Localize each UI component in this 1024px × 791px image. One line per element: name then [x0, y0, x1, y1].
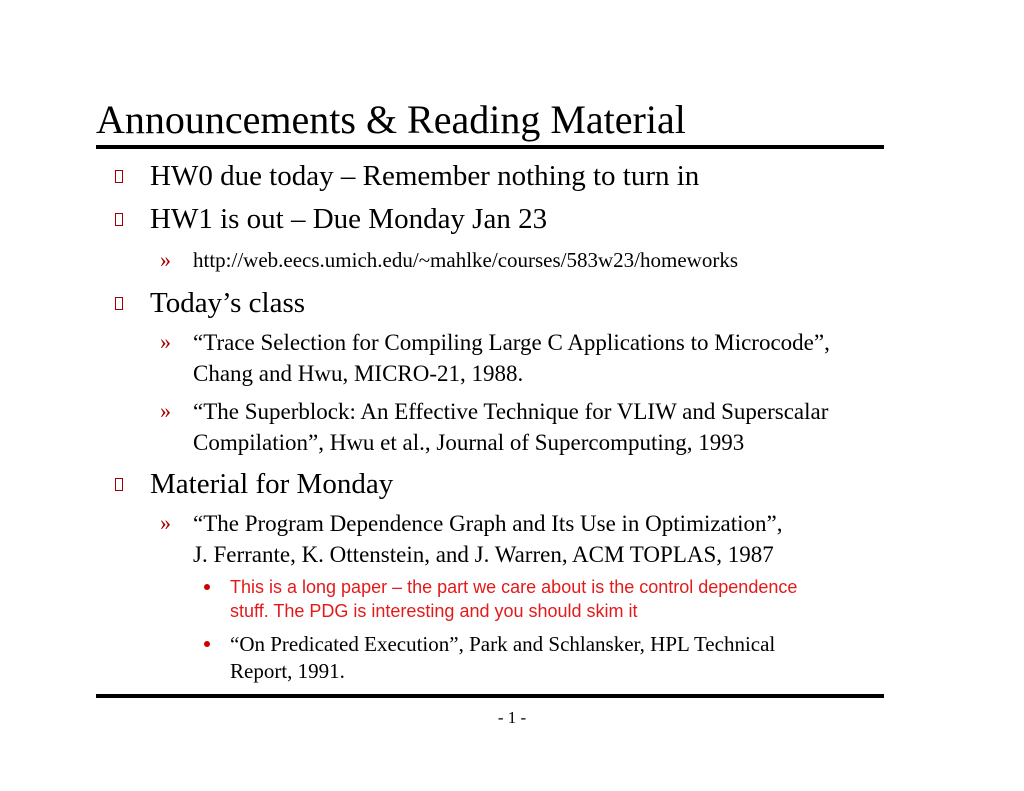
reading-pdg-line1: “The Program Dependence Graph and Its Use in Optimization”,	[193, 511, 783, 536]
dot-bullet-icon	[204, 584, 210, 590]
bullet-todays-class: Today’s class	[150, 287, 306, 319]
sub-bullet-marker: »	[160, 510, 171, 535]
reading-predicated-line2: Report, 1991.	[230, 659, 345, 683]
square-bullet-icon	[115, 297, 123, 310]
square-bullet-icon	[115, 478, 123, 491]
reading-pdg-line2: J. Ferrante, K. Ottenstein, and J. Warren, ACM TOPLAS, 1987	[193, 542, 774, 567]
reading-predicated-line1: “On Predicated Execution”, Park and Schlansker, HPL Technical	[230, 632, 776, 656]
bullet-hw1: HW1 is out – Due Monday Jan 23	[150, 203, 548, 235]
note-pdg-line2: stuff. The PDG is interesting and you should skim it	[230, 601, 638, 621]
sub-bullet-marker: »	[160, 329, 171, 354]
square-bullet-icon	[115, 170, 123, 183]
note-pdg-line1: This is a long paper – the part we care about is the control dependence	[230, 577, 798, 597]
reading-superblock-line2: Compilation”, Hwu et al., Journal of Supercomputing, 1993	[193, 430, 745, 455]
dot-bullet-icon	[204, 641, 210, 647]
reading-trace-selection-line1: “Trace Selection for Compiling Large C Applications to Microcode”,	[193, 330, 830, 355]
reading-superblock-line1: “The Superblock: An Effective Technique for VLIW and Superscalar	[193, 399, 829, 424]
bullet-material-monday: Material for Monday	[150, 468, 394, 500]
bullet-hw0: HW0 due today – Remember nothing to turn in	[150, 160, 700, 192]
footer-divider	[96, 694, 884, 698]
homework-url: http://web.eecs.umich.edu/~mahlke/courses/583w23/homeworks	[193, 248, 738, 272]
square-bullet-icon	[115, 213, 123, 226]
slide-title: Announcements & Reading Material	[96, 97, 686, 142]
reading-trace-selection-line2: Chang and Hwu, MICRO-21, 1988.	[193, 361, 524, 386]
sub-bullet-marker: »	[160, 398, 171, 423]
sub-bullet-marker: »	[160, 247, 171, 272]
page-number: - 1 -	[497, 708, 527, 727]
